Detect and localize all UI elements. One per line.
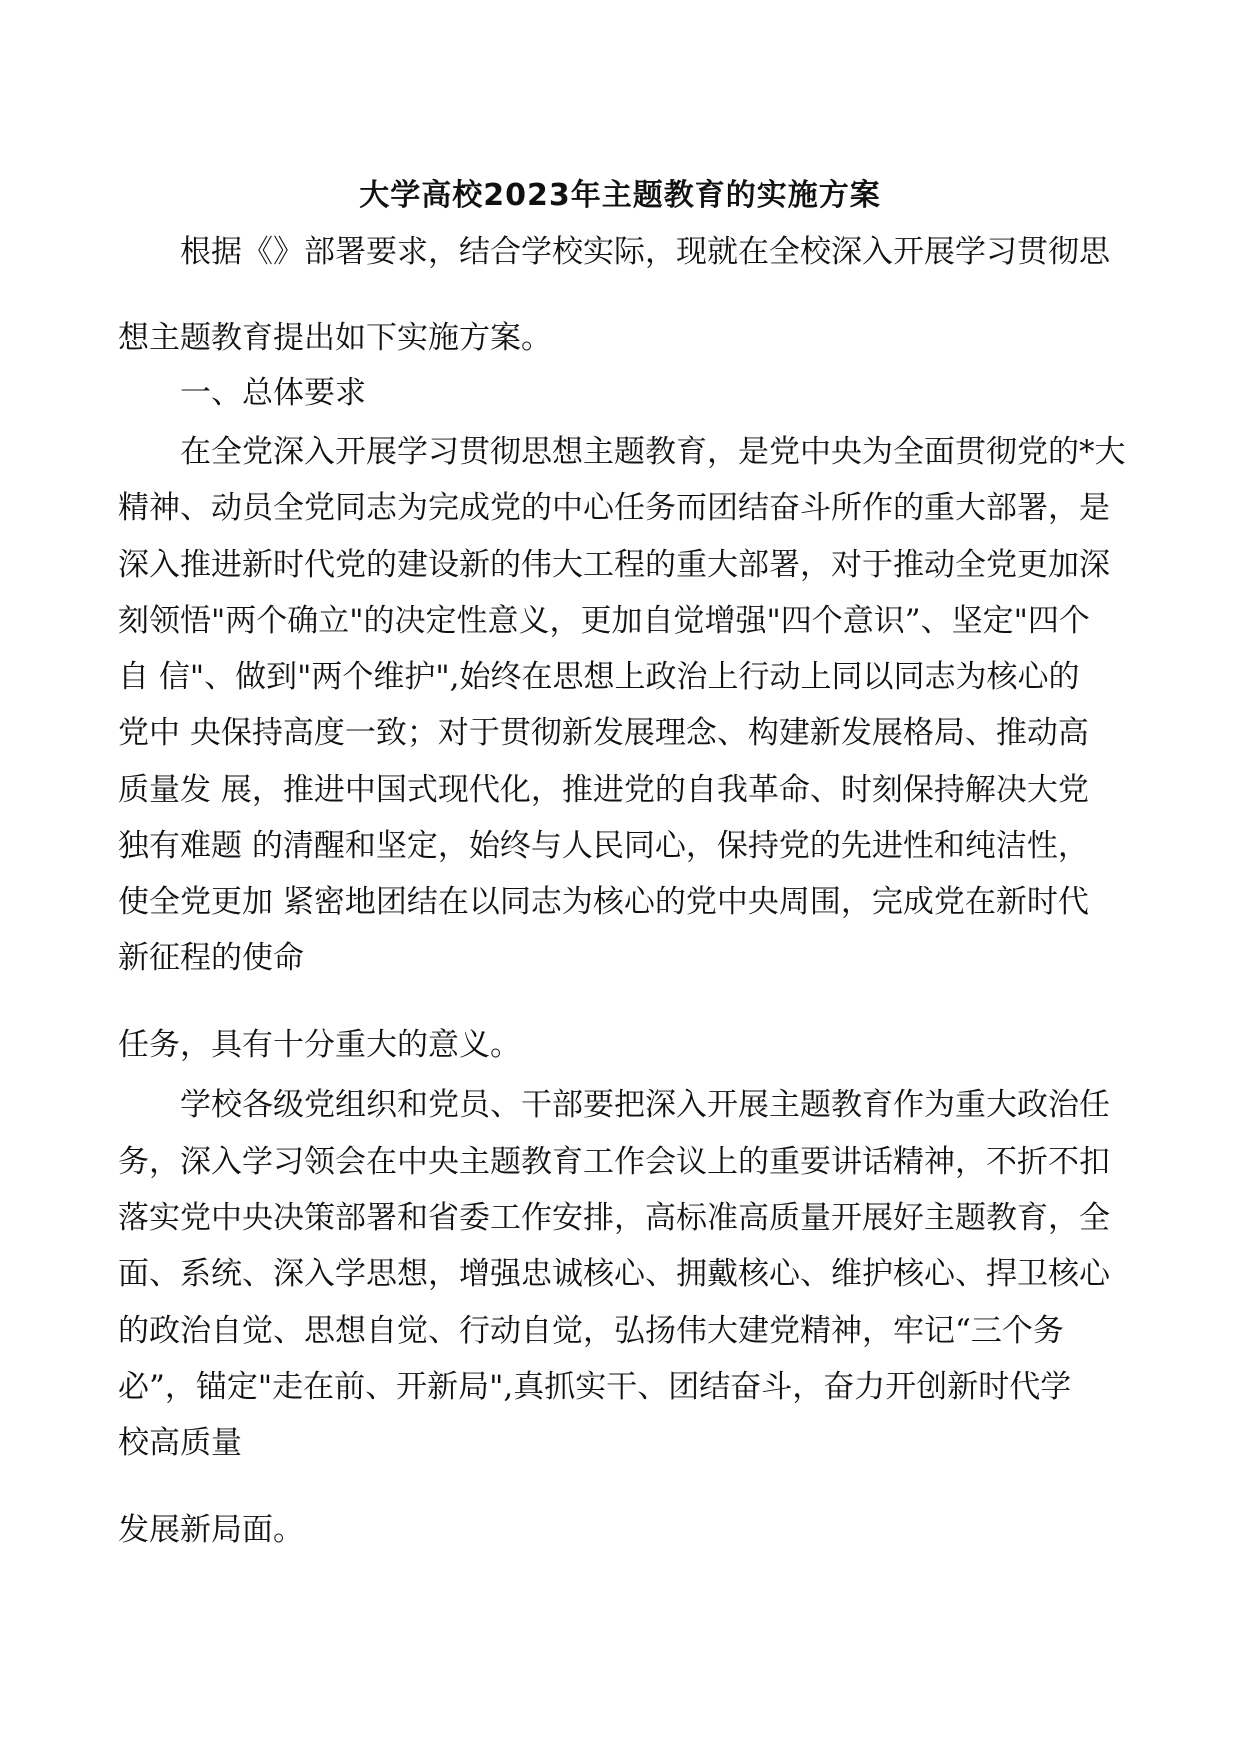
paragraph-line: 在全党深入开展学习贯彻思想主题教育，是党中央为全面贯彻党的*大 xyxy=(180,434,1126,470)
paragraph-line: 想主题教育提出如下实施方案。 xyxy=(118,320,552,356)
paragraph-line: 发展新局面。 xyxy=(118,1512,304,1548)
paragraph-line: 自 信"、做到"两个维护",始终在思想上政治上行动上同以同志为核心的 xyxy=(118,659,1080,695)
paragraph-line: 必”，锚定"走在前、开新局",真抓实干、团结奋斗，奋力开创新时代学 xyxy=(118,1369,1072,1405)
paragraph-line: 独有难题 的清醒和坚定，始终与人民同心，保持党的先进性和纯洁性， xyxy=(118,828,1089,864)
paragraph-line: 根据《》部署要求，结合学校实际，现就在全校深入开展学习贯彻思 xyxy=(180,234,1110,270)
paragraph-line: 学校各级党组织和党员、干部要把深入开展主题教育作为重大政治任 xyxy=(180,1087,1110,1123)
paragraph-line: 校高质量 xyxy=(118,1425,242,1461)
paragraph-line: 使全党更加 紧密地团结在以同志为核心的党中央周围，完成党在新时代 xyxy=(118,884,1089,920)
document-title: 大学高校2023年主题教育的实施方案 xyxy=(359,178,881,213)
paragraph-line: 质量发 展，推进中国式现代化，推进党的自我革命、时刻保持解决大党 xyxy=(118,772,1089,808)
paragraph-line: 面、系统、深入学思想，增强忠诚核心、拥戴核心、维护核心、捍卫核心 xyxy=(118,1256,1110,1292)
paragraph-line: 刻领悟"两个确立"的决定性意义，更加自觉增强"四个意识”、坚定"四个 xyxy=(118,603,1090,639)
paragraph-line: 的政治自觉、思想自觉、行动自觉，弘扬伟大建党精神，牢记“三个务 xyxy=(118,1313,1064,1349)
paragraph-line: 务，深入学习领会在中央主题教育工作会议上的重要讲话精神，不折不扣 xyxy=(118,1144,1110,1180)
paragraph-line: 落实党中央决策部署和省委工作安排，高标准高质量开展好主题教育，全 xyxy=(118,1200,1110,1236)
section-heading: 一、总体要求 xyxy=(180,375,366,411)
paragraph-line: 精神、动员全党同志为完成党的中心任务而团结奋斗所作的重大部署，是 xyxy=(118,490,1110,526)
paragraph-line: 新征程的使命 xyxy=(118,940,304,976)
paragraph-line: 党中 央保持高度一致；对于贯彻新发展理念、构建新发展格局、推动高 xyxy=(118,715,1089,751)
paragraph-line: 深入推进新时代党的建设新的伟大工程的重大部署，对于推动全党更加深 xyxy=(118,547,1110,583)
paragraph-line: 任务，具有十分重大的意义。 xyxy=(118,1027,521,1063)
